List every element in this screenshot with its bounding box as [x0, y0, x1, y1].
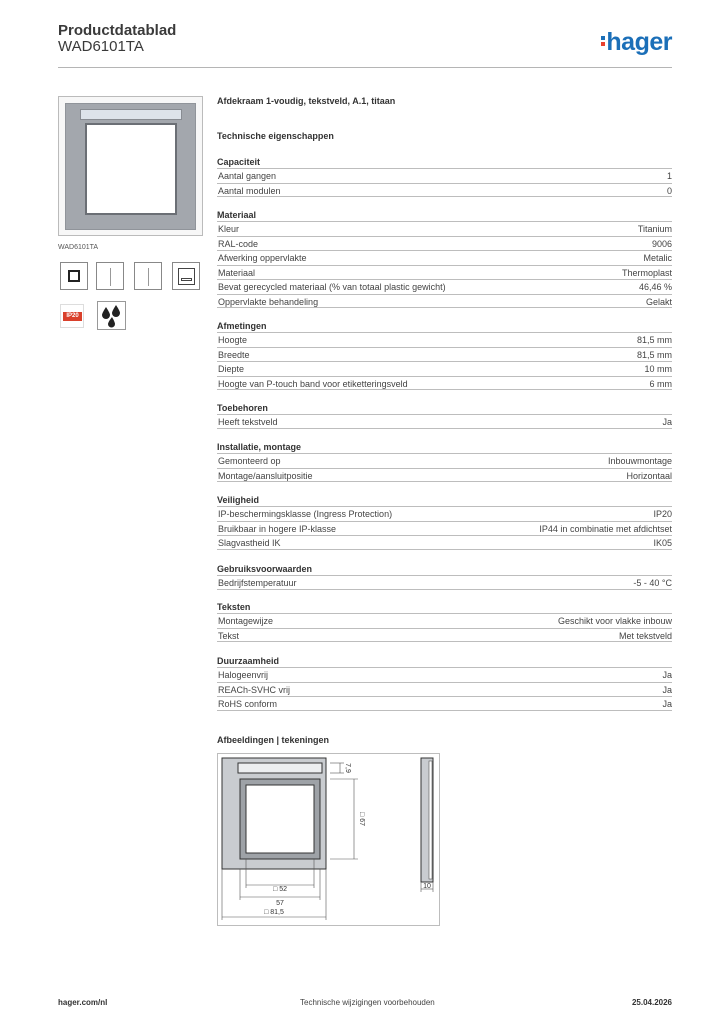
hager-logo [601, 28, 672, 57]
spec-key: Tekst [218, 630, 240, 641]
header-subtitle: WAD6101TA [58, 38, 144, 55]
spec-value: Metalic [643, 253, 672, 263]
spec-row [217, 575, 672, 590]
spec-row [217, 506, 672, 521]
section-title: Materiaal [217, 210, 257, 220]
spec-key: Hoogte van P-touch band voor etiketteringsveld [218, 378, 408, 389]
spec-key: Slagvastheid IK [218, 538, 281, 548]
spec-key: Diepte [218, 364, 245, 374]
spec-key: Gemonteerd op [218, 456, 281, 466]
section-title: Veiligheid [217, 495, 260, 505]
spec-value: 10 mm [644, 364, 672, 374]
header-divider [58, 67, 672, 68]
spec-key: Hoogte [218, 335, 248, 345]
spec-row [217, 628, 672, 643]
water-drops-icon [97, 301, 126, 330]
dim-inner-w-label: □ 52 [273, 886, 287, 893]
footer-url[interactable]: hager.com/nl [58, 998, 108, 1007]
spec-row [217, 168, 672, 183]
section-title: Teksten [217, 602, 251, 612]
footer-date: 25.04.2026 [631, 998, 672, 1007]
spec-value: Inbouwmontage [607, 456, 672, 466]
frame-graphic [65, 103, 196, 230]
frame-icon [60, 262, 88, 290]
spec-row [217, 183, 672, 198]
dim-inner-h-label: □ 67 [358, 812, 365, 826]
spec-key: Bevat gerecycled materiaal (% van totaal plastic gewicht) [218, 282, 446, 292]
image-caption: WAD6101TA [58, 244, 99, 251]
spec-value: Gelakt [645, 296, 672, 307]
spec-value: Geschikt voor vlakke inbouw [557, 616, 672, 626]
technical-drawing [217, 753, 440, 926]
drawing-title: Afbeeldingen | tekeningen [217, 735, 330, 745]
spec-value: IK05 [653, 538, 672, 548]
spec-value: 0 [666, 185, 672, 196]
spec-key: Montagewijze [218, 616, 274, 626]
dim-strip-label: 7,9 [344, 763, 351, 773]
spec-value: 46,46 % [638, 282, 672, 292]
spec-row [217, 347, 672, 362]
spec-row [217, 221, 672, 236]
spec-row [217, 521, 672, 536]
spec-key: Bedrijfstemperatuur [218, 578, 297, 588]
logo-text: hager [606, 28, 672, 56]
spec-value: 9006 [651, 238, 672, 249]
spec-value: IP20 [653, 509, 672, 519]
spec-key: RoHS conform [218, 699, 278, 709]
spec-value: Ja [662, 670, 672, 680]
dim-mid-w-label: 57 [276, 900, 284, 907]
frame-opening [85, 123, 177, 215]
product-image [58, 96, 203, 236]
spec-row [217, 696, 672, 711]
spec-key: RAL-code [218, 238, 259, 249]
spec-value: Thermoplast [621, 267, 672, 278]
section-title: Toebehoren [217, 403, 268, 413]
spec-key: Oppervlakte behandeling [218, 296, 319, 307]
spec-key: Afwerking oppervlakte [218, 253, 307, 263]
spec-value: 81,5 mm [636, 335, 672, 345]
section-title: Capaciteit [217, 157, 261, 167]
spec-row [217, 682, 672, 697]
spec-key: Montage/aansluitpositie [218, 470, 313, 481]
footer-disclaimer: Technische wijzigingen voorbehouden [300, 998, 435, 1007]
section-title: Afmetingen [217, 321, 267, 331]
spec-row [217, 667, 672, 682]
spec-value: -5 - 40 °C [633, 578, 672, 588]
spec-row [217, 332, 672, 347]
spec-row [217, 468, 672, 483]
section-title: Duurzaamheid [217, 656, 280, 666]
spec-key: Aantal modulen [218, 185, 281, 196]
spec-value: Horizontaal [626, 470, 672, 481]
spec-row [217, 361, 672, 376]
spec-key: REACh-SVHC vrij [218, 684, 291, 695]
tech-title: Technische eigenschappen [217, 131, 334, 141]
dim-outer-w-label: □ 81,5 [264, 909, 284, 916]
spec-key: Materiaal [218, 267, 256, 278]
section-title: Gebruiksvoorwaarden [217, 564, 313, 574]
spec-key: IP-beschermingsklasse (Ingress Protection) [218, 509, 393, 519]
spec-row [217, 236, 672, 251]
spec-key: Aantal gangen [218, 171, 277, 181]
spec-key: Breedte [218, 349, 250, 360]
single-line-icon [96, 262, 124, 290]
spec-row [217, 265, 672, 280]
header-title: Productdatablad [58, 22, 177, 39]
spec-key: Heeft tekstveld [218, 417, 278, 427]
spec-key: Bruikbaar in hogere IP-klasse [218, 523, 337, 534]
spec-value: 1 [666, 171, 672, 181]
logo-dots-icon [601, 34, 605, 48]
spec-value: 81,5 mm [636, 349, 672, 360]
section-title: Installatie, montage [217, 442, 302, 452]
dim-depth-label: 10 [423, 883, 431, 890]
spec-row [217, 613, 672, 628]
spec-value: 6 mm [649, 378, 672, 389]
spec-row [217, 376, 672, 391]
spec-row [217, 250, 672, 265]
spec-value: Ja [662, 699, 672, 709]
spec-value: Ja [662, 417, 672, 427]
spec-value: Met tekstveld [618, 630, 672, 641]
spec-row [217, 535, 672, 550]
product-description: Afdekraam 1-voudig, tekstveld, A.1, titaan [217, 96, 396, 106]
spec-value: Titanium [637, 224, 672, 234]
spec-row [217, 294, 672, 309]
ip-rating-badge: IP20 [60, 304, 84, 328]
label-strip [80, 109, 182, 120]
spec-value: IP44 in combinatie met afdichtset [539, 523, 672, 534]
spec-value: Ja [662, 684, 672, 695]
spec-row [217, 279, 672, 294]
single-line-icon [134, 262, 162, 290]
spec-key: Kleur [218, 224, 240, 234]
spec-row [217, 453, 672, 468]
spec-row [217, 414, 672, 429]
frame-label-icon [172, 262, 200, 290]
spec-key: Halogeenvrij [218, 670, 269, 680]
